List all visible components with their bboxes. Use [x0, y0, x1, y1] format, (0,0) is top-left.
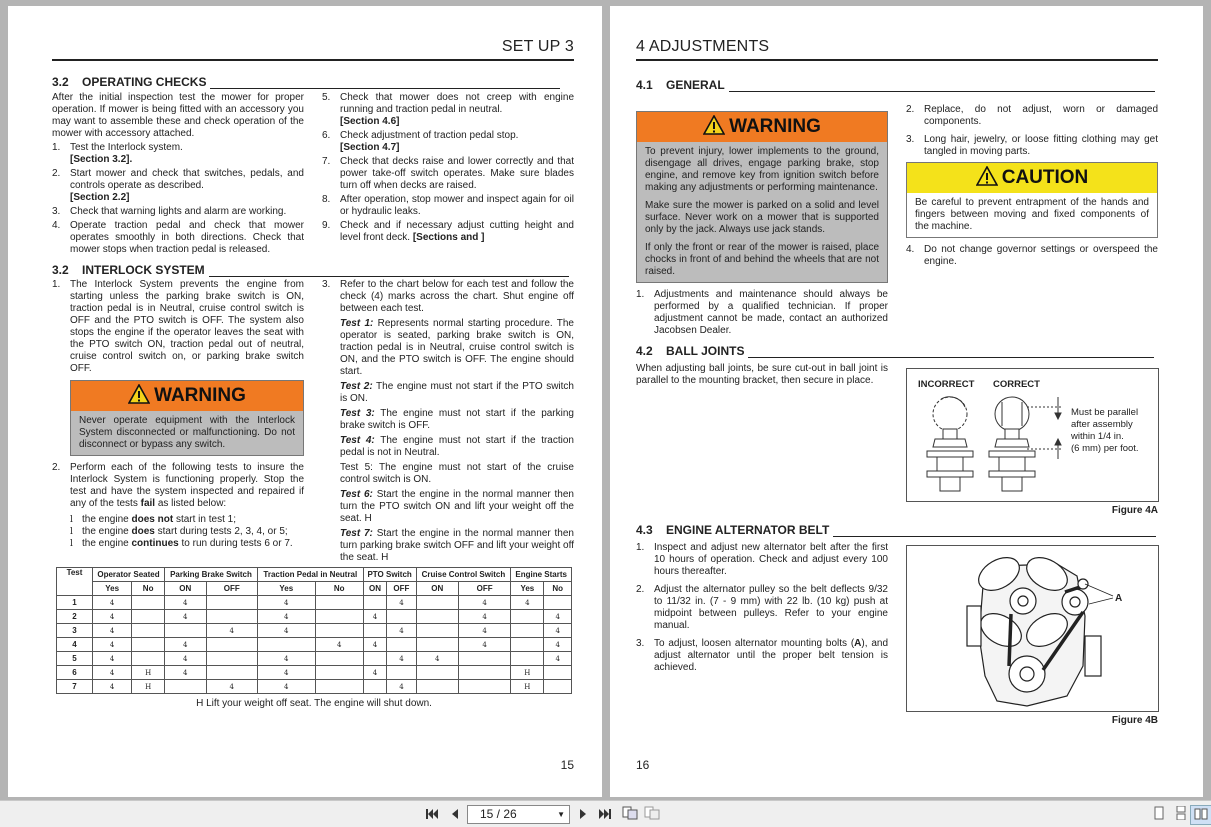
page-number: 15: [560, 758, 574, 772]
figure-4a: [906, 368, 1159, 502]
table-header: Cruise Control Switch: [416, 568, 511, 582]
prev-page-icon[interactable]: [444, 805, 466, 825]
list-item: 3. Long hair, jewelry, or loose fitting clothing may get tangled in moving parts.: [906, 134, 1158, 157]
test-number-cell: 7: [57, 680, 93, 694]
table-header: Engine Starts: [511, 568, 572, 582]
section-number: 4.3: [636, 523, 653, 537]
section-number: 4.1: [636, 78, 653, 92]
table-cell: 4: [416, 652, 458, 666]
list-item: 6. Check adjustment of traction pedal stop. [Section 4.7]: [322, 130, 519, 153]
table-row: [57, 624, 572, 638]
list-item: 2. Replace, do not adjust, worn or damaged components.: [906, 104, 1158, 127]
facing-view-icon[interactable]: [1190, 805, 1211, 825]
interlock-right: [322, 279, 574, 564]
table-cell: [363, 596, 387, 610]
correct-label: CORRECT: [993, 379, 1040, 390]
test-description: Test 5: The engine must not start of the cruise control switch is ON.: [340, 462, 574, 485]
warning-text: To prevent injury, lower implements to the ground, disengage all drives, engage parking brake, stop engine, and remove key from ignition switch before making any adjustments or performing maintenance. Make sure the mower is parked on a solid and level surface. Never work on a mower that is supported only by the jack. Always use jack stands. If only the front or rear of the mower is raised, place chocks in front of and behind the wheels that are not raised.: [637, 142, 887, 282]
test-number-cell: 2: [57, 610, 93, 624]
table-cell: [511, 652, 544, 666]
list-item: 7. Check that decks raise and lower correctly and that power take-off switch operates. Make sure blades turn off when decks are raised.: [322, 156, 574, 191]
table-subheader: Yes: [511, 582, 544, 596]
table-row: [57, 596, 572, 610]
ball-joint-text: When adjusting ball joints, be sure cut-out in ball joint is parallel to the mounting bracket, then secure in place.: [636, 363, 888, 386]
list-item: 9. Check and if necessary adjust cutting height and level front deck. [Sections and ]: [322, 220, 574, 243]
table-header: Parking Brake Switch: [165, 568, 258, 582]
table-cell: 4: [93, 666, 132, 680]
list-item: 4. Operate traction pedal and check that mower operates smoothly in both directions. Check that mower stops when traction pedal is released.: [52, 220, 304, 255]
incorrect-label: INCORRECT: [918, 379, 975, 390]
table-cell: 4: [544, 652, 572, 666]
table-header: PTO Switch: [363, 568, 416, 582]
list-item: 4. Do not change governor settings or overspeed the engine.: [906, 244, 1158, 267]
caution-box: [906, 162, 1158, 238]
table-cell: [544, 596, 572, 610]
table-header: Test: [57, 568, 93, 596]
page-number-field[interactable]: 15 / 26 ▼: [467, 805, 570, 824]
list-item: 1. Adjustments and maintenance should always be performed by a qualified technician. If proper adjustment cannot be made, contact an authorized Jacobsen Dealer.: [636, 289, 888, 336]
table-cell: [206, 596, 257, 610]
table-cell: [416, 624, 458, 638]
test-number-cell: 1: [57, 596, 93, 610]
table-cell: [132, 596, 165, 610]
single-page-view-icon[interactable]: [1148, 805, 1170, 825]
table-cell: [315, 652, 363, 666]
table-subheader: OFF: [206, 582, 257, 596]
table-cell: [387, 610, 416, 624]
table-cell: 4: [257, 652, 315, 666]
table-cell: [315, 666, 363, 680]
chevron-down-icon[interactable]: ▼: [557, 810, 565, 819]
continuous-view-icon[interactable]: [1170, 805, 1192, 825]
table-cell: [458, 666, 510, 680]
test-description: Test 6: Start the engine in the normal manner then turn the PTO switch ON and lift your weight off the seat. H: [340, 489, 574, 524]
table-cell: 4: [257, 624, 315, 638]
caution-label: CAUTION: [1001, 167, 1089, 188]
table-cell: 4: [206, 680, 257, 694]
table-cell: H: [132, 680, 165, 694]
table-subheader: Yes: [93, 582, 132, 596]
table-cell: [458, 680, 510, 694]
caution-header: [907, 163, 1157, 193]
list-item: 5. Check that mower does not creep with engine running and traction pedal in neutral. [Section 4.6]: [322, 92, 574, 127]
table-cell: [416, 596, 458, 610]
table-cell: [416, 610, 458, 624]
table-subheader: ON: [165, 582, 207, 596]
section-number: 4.2: [636, 344, 653, 358]
engine-diagram: [907, 546, 1160, 713]
table-cell: 4: [93, 624, 132, 638]
list-item: l the engine does start during tests 2, 3, 4, or 5;: [70, 526, 288, 537]
table-cell: 4: [458, 638, 510, 652]
test-number-cell: 6: [57, 666, 93, 680]
table-cell: 4: [165, 666, 207, 680]
table-body: [57, 596, 572, 694]
table-header: Traction Pedal in Neutral: [257, 568, 363, 582]
table-cell: 4: [257, 610, 315, 624]
table-cell: [315, 624, 363, 638]
list-item: 8. After operation, stop mower and inspect again for oil or hydraulic leaks.: [322, 194, 574, 217]
table-cell: [416, 638, 458, 652]
interlock-left: [52, 279, 304, 550]
list-item: l the engine continues to run during tests 6 or 7.: [70, 538, 293, 549]
table-footnote: H Lift your weight off seat. The engine will shut down.: [196, 698, 432, 709]
table-cell: 4: [544, 610, 572, 624]
table-cell: 4: [387, 652, 416, 666]
warning-header: [637, 112, 887, 142]
table-row: [57, 638, 572, 652]
section-heading: [636, 344, 1156, 358]
warning-label: WARNING: [729, 116, 821, 137]
table-cell: 4: [363, 666, 387, 680]
table-subheader: No: [315, 582, 363, 596]
table-cell: 4: [93, 680, 132, 694]
section-number: 3.2: [52, 75, 69, 89]
page-header: SET UP 3: [501, 38, 574, 55]
figure-caption: Figure 4A: [1111, 505, 1158, 516]
table-cell: 4: [544, 624, 572, 638]
table-subheader-row: [57, 582, 572, 596]
figure-4b: [906, 545, 1159, 712]
table-cell: [165, 680, 207, 694]
page-number: 16: [636, 758, 650, 772]
table-cell: 4: [363, 638, 387, 652]
table-subheader: OFF: [387, 582, 416, 596]
table-cell: [416, 680, 458, 694]
figure-caption: Figure 4B: [1111, 715, 1158, 726]
list-item: 2. Perform each of the following tests to insure the Interlock System is functioning properly. Stop the test and have the system inspected and repaired if any of the tests fail as listed below:: [52, 462, 304, 509]
table-cell: [206, 666, 257, 680]
table-cell: 4: [93, 652, 132, 666]
table-cell: [387, 666, 416, 680]
operating-checks-left: [52, 92, 304, 258]
table-cell: 4: [315, 638, 363, 652]
test-descriptions: [322, 318, 574, 564]
table-cell: 4: [257, 680, 315, 694]
general-left: [636, 111, 888, 339]
table-cell: H: [511, 666, 544, 680]
right-page: [610, 6, 1203, 797]
belt-steps: [636, 542, 888, 676]
section-title: OPERATING CHECKS: [82, 75, 207, 89]
next-page-icon[interactable]: [572, 805, 594, 825]
header-rule: [52, 59, 574, 61]
parallel-note: Must be parallel after assembly within 1/4 in. (6 mm) per foot.: [1071, 407, 1139, 454]
table-cell: [132, 624, 165, 638]
section-heading: [52, 75, 574, 89]
test-number-cell: 5: [57, 652, 93, 666]
table-row: [57, 680, 572, 694]
table-cell: 4: [257, 666, 315, 680]
table-cell: [363, 680, 387, 694]
section-title: INTERLOCK SYSTEM: [82, 263, 205, 277]
list-item: 3. Refer to the chart below for each test and follow the check (4) marks across the chart. Shut engine off between each test.: [322, 279, 574, 314]
general-right: [906, 104, 1158, 270]
table-cell: [132, 610, 165, 624]
table-cell: 4: [458, 610, 510, 624]
callout-a: A: [1115, 593, 1123, 604]
table-cell: 4: [206, 624, 257, 638]
warning-icon: [128, 384, 150, 404]
table-cell: [363, 652, 387, 666]
table-cell: 4: [93, 610, 132, 624]
caution-icon: [976, 166, 998, 186]
table-cell: 4: [93, 638, 132, 652]
section-title: BALL JOINTS: [666, 344, 745, 358]
section-heading: [636, 78, 1156, 92]
interlock-test-table: [56, 567, 572, 709]
section-number: 3.2: [52, 263, 69, 277]
warning-box: [636, 111, 888, 283]
table-cell: [206, 610, 257, 624]
warning-box: [70, 380, 304, 456]
header-rule: [636, 59, 1158, 61]
warning-icon: [703, 115, 725, 135]
table-cell: [315, 596, 363, 610]
table-cell: [206, 638, 257, 652]
list-item: 1. Test the Interlock system. [Section 3.2].: [52, 142, 183, 165]
viewer-toolbar: [0, 800, 1211, 827]
table-cell: 4: [511, 596, 544, 610]
table-cell: 4: [544, 638, 572, 652]
section-title: GENERAL: [666, 78, 725, 92]
first-page-icon[interactable]: [421, 805, 443, 825]
table-cell: [511, 610, 544, 624]
table-cell: [511, 638, 544, 652]
table-cell: [458, 652, 510, 666]
list-item: 3. Check that warning lights and alarm are working.: [52, 206, 287, 217]
table-header: Operator Seated: [93, 568, 165, 582]
table-cell: [132, 652, 165, 666]
table-subheader: No: [544, 582, 572, 596]
warning-label: WARNING: [154, 385, 246, 406]
list-item: 1. The Interlock System prevents the engine from starting unless the parking brake switch is ON, traction pedal is in Neutral, cruise control switch is OFF and the PTO switch is OFF. The system also stops the engine if the operator leaves the seat with the PTO switch ON, traction pedal out of neutral, cruise control switch on, or parking brake switch OFF.: [52, 279, 304, 374]
table-cell: 4: [165, 596, 207, 610]
table-cell: H: [511, 680, 544, 694]
list-item: l the engine does not start in test 1;: [70, 514, 236, 525]
last-page-icon[interactable]: [594, 805, 616, 825]
section-heading: [52, 263, 574, 277]
two-page-icon[interactable]: [641, 805, 663, 825]
table-subheader: OFF: [458, 582, 510, 596]
table-cell: 4: [165, 652, 207, 666]
table-cell: 4: [458, 596, 510, 610]
page-header: 4 ADJUSTMENTS: [636, 38, 770, 55]
list-item: 2. Adjust the alternator pulley so the belt deflects 9/32 to 11/32 in. (7 - 9 mm) with 22 lb. (10 kg) push at midpoint between pulleys. Refer to your engine manual.: [636, 584, 888, 631]
table-cell: [132, 638, 165, 652]
table-cell: H: [132, 666, 165, 680]
table-cell: 4: [165, 610, 207, 624]
table-cell: [257, 638, 315, 652]
section-title: ENGINE ALTERNATOR BELT: [666, 523, 830, 537]
table-cell: [416, 666, 458, 680]
table-subheader: No: [132, 582, 165, 596]
test-description: Test 2: The engine must not start if the PTO switch is ON.: [340, 381, 574, 404]
test-description: Test 1: Represents normal starting procedure. The operator is seated, parking brake switch is ON, traction pedal is in Neutral, cruise control switch is ON, and the PTO switch is OFF. The engine should start.: [340, 318, 574, 377]
table-cell: 4: [93, 596, 132, 610]
fail-list: [52, 514, 304, 550]
table-cell: [544, 680, 572, 694]
table-cell: 4: [257, 596, 315, 610]
list-item: 3. To adjust, loosen alternator mounting bolts (A), and adjust alternator until the proper belt tension is achieved.: [636, 638, 889, 673]
table-cell: 4: [165, 638, 207, 652]
table-cell: 4: [387, 596, 416, 610]
table-subheader: ON: [416, 582, 458, 596]
rotate-icon[interactable]: [619, 805, 641, 825]
table-cell: [544, 666, 572, 680]
list-item: 2. Start mower and check that switches, pedals, and controls operate as described. [Section 2.2]: [52, 168, 304, 203]
test-description: Test 4: The engine must not start if the traction pedal is not in Neutral.: [340, 435, 574, 458]
table-cell: [315, 680, 363, 694]
table-cell: 4: [363, 610, 387, 624]
table-row: [57, 652, 572, 666]
table-cell: [387, 638, 416, 652]
intro-text: After the initial inspection test the mower for proper operation. If mower is being fitted with an accessory you may want to assemble these and check operation of the mower with accessory attached.: [52, 92, 304, 139]
table-cell: [165, 624, 207, 638]
table-cell: 4: [387, 624, 416, 638]
list-item: 1. Inspect and adjust new alternator belt after the first 10 hours of operation. Check and adjust every 100 hours thereafter.: [636, 542, 888, 577]
table-cell: [206, 652, 257, 666]
table-subheader: Yes: [257, 582, 315, 596]
test-table: [56, 567, 572, 694]
table-cell: 4: [458, 624, 510, 638]
table-cell: [511, 624, 544, 638]
left-page: [8, 6, 602, 797]
table-row: [57, 610, 572, 624]
table-subheader: ON: [363, 582, 387, 596]
warning-text: Never operate equipment with the Interlock System disconnected or malfunctioning. Do not disconnect or bypass any switch.: [71, 411, 303, 455]
warning-header: [71, 381, 303, 411]
test-number-cell: 4: [57, 638, 93, 652]
caution-text: Be careful to prevent entrapment of the hands and fingers between moving and fixed components of the machine.: [907, 193, 1157, 237]
test-number-cell: 3: [57, 624, 93, 638]
test-description: Test 3: The engine must not start if the parking brake switch is OFF.: [340, 408, 574, 431]
table-cell: 4: [387, 680, 416, 694]
table-cell: [315, 610, 363, 624]
operating-checks-right: [322, 92, 574, 246]
table-row: [57, 666, 572, 680]
table-cell: [363, 624, 387, 638]
section-heading: [636, 523, 1156, 537]
test-description: Test 7: Start the engine in the normal manner then turn parking brake switch OFF and lift your weight off the seat. H: [340, 528, 574, 563]
